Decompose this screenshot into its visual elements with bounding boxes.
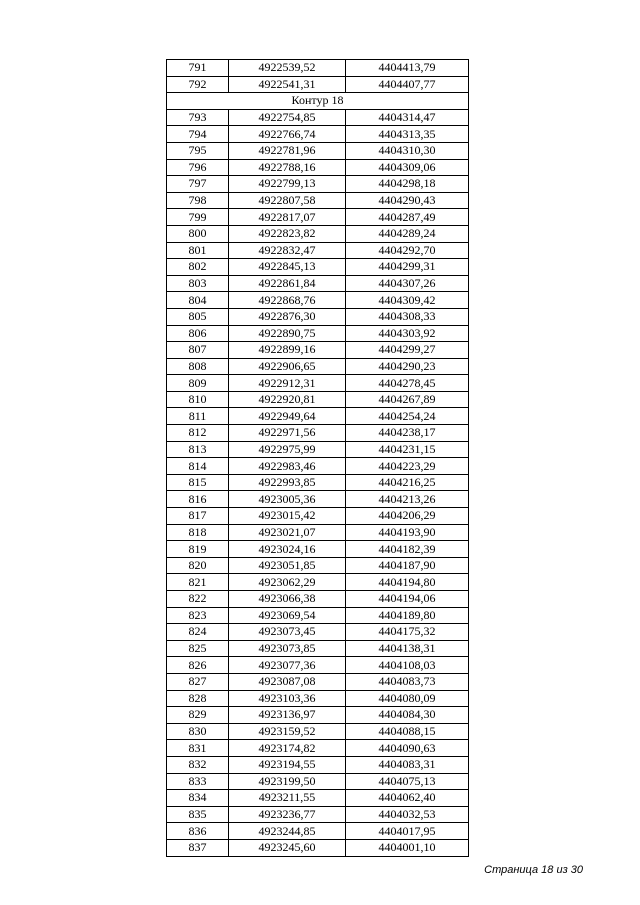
table-row <box>167 723 469 740</box>
table-row <box>167 60 469 77</box>
point-number-cell: 821 <box>167 574 229 591</box>
x-coordinate-cell: 4922799,13 <box>229 176 346 193</box>
table-row <box>167 839 469 856</box>
table-row <box>167 225 469 242</box>
y-coordinate-cell: 4404314,47 <box>346 109 469 126</box>
point-number-cell: 826 <box>167 657 229 674</box>
x-coordinate-cell: 4923244,85 <box>229 823 346 840</box>
table-row <box>167 375 469 392</box>
table-row <box>167 192 469 209</box>
point-number-cell: 799 <box>167 209 229 226</box>
x-coordinate-cell: 4923174,82 <box>229 740 346 757</box>
point-number-cell: 828 <box>167 690 229 707</box>
y-coordinate-cell: 4404213,26 <box>346 491 469 508</box>
point-number-cell: 809 <box>167 375 229 392</box>
point-number-cell: 804 <box>167 292 229 309</box>
x-coordinate-cell: 4923024,16 <box>229 541 346 558</box>
y-coordinate-cell: 4404298,18 <box>346 176 469 193</box>
point-number-cell: 797 <box>167 176 229 193</box>
table-row <box>167 159 469 176</box>
x-coordinate-cell: 4923245,60 <box>229 839 346 856</box>
y-coordinate-cell: 4404080,09 <box>346 690 469 707</box>
point-number-cell: 818 <box>167 524 229 541</box>
table-row <box>167 574 469 591</box>
point-number-cell: 836 <box>167 823 229 840</box>
x-coordinate-cell: 4923066,38 <box>229 591 346 608</box>
table-row <box>167 806 469 823</box>
point-number-cell: 816 <box>167 491 229 508</box>
x-coordinate-cell: 4923021,07 <box>229 524 346 541</box>
x-coordinate-cell: 4922754,85 <box>229 109 346 126</box>
section-row <box>167 93 469 110</box>
table-row <box>167 441 469 458</box>
table-row <box>167 640 469 657</box>
x-coordinate-cell: 4922971,56 <box>229 425 346 442</box>
point-number-cell: 825 <box>167 640 229 657</box>
point-number-cell: 822 <box>167 591 229 608</box>
point-number-cell: 824 <box>167 624 229 641</box>
y-coordinate-cell: 4404309,42 <box>346 292 469 309</box>
table-row <box>167 126 469 143</box>
y-coordinate-cell: 4404193,90 <box>346 524 469 541</box>
y-coordinate-cell: 4404083,73 <box>346 673 469 690</box>
footer-separator: из <box>556 864 568 876</box>
x-coordinate-cell: 4922823,82 <box>229 225 346 242</box>
y-coordinate-cell: 4404083,31 <box>346 756 469 773</box>
y-coordinate-cell: 4404194,06 <box>346 591 469 608</box>
x-coordinate-cell: 4922788,16 <box>229 159 346 176</box>
table-row <box>167 76 469 93</box>
x-coordinate-cell: 4922993,85 <box>229 474 346 491</box>
table-row <box>167 325 469 342</box>
point-number-cell: 808 <box>167 358 229 375</box>
point-number-cell: 795 <box>167 142 229 159</box>
page-footer <box>484 864 583 876</box>
x-coordinate-cell: 4923199,50 <box>229 773 346 790</box>
table-row <box>167 474 469 491</box>
table-row <box>167 259 469 276</box>
table-row <box>167 740 469 757</box>
point-number-cell: 831 <box>167 740 229 757</box>
table-row <box>167 242 469 259</box>
point-number-cell: 820 <box>167 557 229 574</box>
point-number-cell: 792 <box>167 76 229 93</box>
y-coordinate-cell: 4404108,03 <box>346 657 469 674</box>
y-coordinate-cell: 4404238,17 <box>346 425 469 442</box>
table-row <box>167 209 469 226</box>
x-coordinate-cell: 4923015,42 <box>229 508 346 525</box>
y-coordinate-cell: 4404032,53 <box>346 806 469 823</box>
x-coordinate-cell: 4922766,74 <box>229 126 346 143</box>
x-coordinate-cell: 4923136,97 <box>229 707 346 724</box>
point-number-cell: 837 <box>167 839 229 856</box>
table-row <box>167 176 469 193</box>
y-coordinate-cell: 4404231,15 <box>346 441 469 458</box>
x-coordinate-cell: 4922861,84 <box>229 275 346 292</box>
coordinates-table-body <box>167 60 469 857</box>
footer-page-total: 30 <box>570 864 583 876</box>
point-number-cell: 796 <box>167 159 229 176</box>
y-coordinate-cell: 4404206,29 <box>346 508 469 525</box>
table-row <box>167 458 469 475</box>
y-coordinate-cell: 4404216,25 <box>346 474 469 491</box>
y-coordinate-cell: 4404075,13 <box>346 773 469 790</box>
point-number-cell: 815 <box>167 474 229 491</box>
x-coordinate-cell: 4922876,30 <box>229 308 346 325</box>
table-row <box>167 408 469 425</box>
table-row <box>167 275 469 292</box>
y-coordinate-cell: 4404289,24 <box>346 225 469 242</box>
point-number-cell: 791 <box>167 60 229 77</box>
x-coordinate-cell: 4922949,64 <box>229 408 346 425</box>
point-number-cell: 811 <box>167 408 229 425</box>
point-number-cell: 803 <box>167 275 229 292</box>
table-row <box>167 690 469 707</box>
point-number-cell: 830 <box>167 723 229 740</box>
x-coordinate-cell: 4923051,85 <box>229 557 346 574</box>
x-coordinate-cell: 4923062,29 <box>229 574 346 591</box>
x-coordinate-cell: 4922807,58 <box>229 192 346 209</box>
y-coordinate-cell: 4404182,39 <box>346 541 469 558</box>
table-row <box>167 707 469 724</box>
x-coordinate-cell: 4923159,52 <box>229 723 346 740</box>
point-number-cell: 823 <box>167 607 229 624</box>
x-coordinate-cell: 4923194,55 <box>229 756 346 773</box>
y-coordinate-cell: 4404254,24 <box>346 408 469 425</box>
x-coordinate-cell: 4922817,07 <box>229 209 346 226</box>
y-coordinate-cell: 4404308,33 <box>346 308 469 325</box>
table-row <box>167 425 469 442</box>
x-coordinate-cell: 4923005,36 <box>229 491 346 508</box>
x-coordinate-cell: 4923087,08 <box>229 673 346 690</box>
y-coordinate-cell: 4404287,49 <box>346 209 469 226</box>
table-row <box>167 342 469 359</box>
x-coordinate-cell: 4922541,31 <box>229 76 346 93</box>
x-coordinate-cell: 4922539,52 <box>229 60 346 77</box>
point-number-cell: 814 <box>167 458 229 475</box>
y-coordinate-cell: 4404307,26 <box>346 275 469 292</box>
y-coordinate-cell: 4404138,31 <box>346 640 469 657</box>
point-number-cell: 802 <box>167 259 229 276</box>
x-coordinate-cell: 4922975,99 <box>229 441 346 458</box>
x-coordinate-cell: 4923073,85 <box>229 640 346 657</box>
table-row <box>167 308 469 325</box>
table-row <box>167 142 469 159</box>
table-row <box>167 790 469 807</box>
y-coordinate-cell: 4404223,29 <box>346 458 469 475</box>
table-row <box>167 756 469 773</box>
table-row <box>167 491 469 508</box>
y-coordinate-cell: 4404084,30 <box>346 707 469 724</box>
point-number-cell: 812 <box>167 425 229 442</box>
table-row <box>167 823 469 840</box>
x-coordinate-cell: 4923236,77 <box>229 806 346 823</box>
table-row <box>167 541 469 558</box>
y-coordinate-cell: 4404017,95 <box>346 823 469 840</box>
point-number-cell: 829 <box>167 707 229 724</box>
y-coordinate-cell: 4404299,27 <box>346 342 469 359</box>
y-coordinate-cell: 4404290,23 <box>346 358 469 375</box>
x-coordinate-cell: 4922868,76 <box>229 292 346 309</box>
x-coordinate-cell: 4922906,65 <box>229 358 346 375</box>
y-coordinate-cell: 4404187,90 <box>346 557 469 574</box>
y-coordinate-cell: 4404090,63 <box>346 740 469 757</box>
x-coordinate-cell: 4922890,75 <box>229 325 346 342</box>
y-coordinate-cell: 4404413,79 <box>346 60 469 77</box>
y-coordinate-cell: 4404290,43 <box>346 192 469 209</box>
point-number-cell: 798 <box>167 192 229 209</box>
point-number-cell: 832 <box>167 756 229 773</box>
table-row <box>167 673 469 690</box>
point-number-cell: 806 <box>167 325 229 342</box>
y-coordinate-cell: 4404303,92 <box>346 325 469 342</box>
table-row <box>167 557 469 574</box>
table-row <box>167 657 469 674</box>
table-row <box>167 109 469 126</box>
table-row <box>167 624 469 641</box>
x-coordinate-cell: 4923103,36 <box>229 690 346 707</box>
point-number-cell: 827 <box>167 673 229 690</box>
y-coordinate-cell: 4404310,30 <box>346 142 469 159</box>
y-coordinate-cell: 4404267,89 <box>346 391 469 408</box>
table-row <box>167 391 469 408</box>
table-row <box>167 524 469 541</box>
footer-page-number: 18 <box>541 864 554 876</box>
point-number-cell: 833 <box>167 773 229 790</box>
point-number-cell: 817 <box>167 508 229 525</box>
x-coordinate-cell: 4923073,45 <box>229 624 346 641</box>
y-coordinate-cell: 4404062,40 <box>346 790 469 807</box>
x-coordinate-cell: 4922781,96 <box>229 142 346 159</box>
table-row <box>167 508 469 525</box>
section-title: Контур 18 <box>167 93 469 110</box>
y-coordinate-cell: 4404189,80 <box>346 607 469 624</box>
y-coordinate-cell: 4404175,32 <box>346 624 469 641</box>
table-row <box>167 292 469 309</box>
y-coordinate-cell: 4404278,45 <box>346 375 469 392</box>
y-coordinate-cell: 4404309,06 <box>346 159 469 176</box>
x-coordinate-cell: 4923211,55 <box>229 790 346 807</box>
point-number-cell: 805 <box>167 308 229 325</box>
x-coordinate-cell: 4922832,47 <box>229 242 346 259</box>
y-coordinate-cell: 4404407,77 <box>346 76 469 93</box>
table-row <box>167 773 469 790</box>
y-coordinate-cell: 4404299,31 <box>346 259 469 276</box>
x-coordinate-cell: 4922845,13 <box>229 259 346 276</box>
y-coordinate-cell: 4404292,70 <box>346 242 469 259</box>
point-number-cell: 794 <box>167 126 229 143</box>
x-coordinate-cell: 4922912,31 <box>229 375 346 392</box>
point-number-cell: 810 <box>167 391 229 408</box>
point-number-cell: 800 <box>167 225 229 242</box>
x-coordinate-cell: 4923069,54 <box>229 607 346 624</box>
x-coordinate-cell: 4922983,46 <box>229 458 346 475</box>
footer-label: Страница <box>484 864 539 876</box>
table-row <box>167 607 469 624</box>
point-number-cell: 801 <box>167 242 229 259</box>
y-coordinate-cell: 4404088,15 <box>346 723 469 740</box>
y-coordinate-cell: 4404194,80 <box>346 574 469 591</box>
point-number-cell: 834 <box>167 790 229 807</box>
point-number-cell: 835 <box>167 806 229 823</box>
point-number-cell: 813 <box>167 441 229 458</box>
x-coordinate-cell: 4922899,16 <box>229 342 346 359</box>
table-row <box>167 358 469 375</box>
point-number-cell: 793 <box>167 109 229 126</box>
table-row <box>167 591 469 608</box>
y-coordinate-cell: 4404001,10 <box>346 839 469 856</box>
coordinates-table <box>166 59 469 857</box>
x-coordinate-cell: 4923077,36 <box>229 657 346 674</box>
y-coordinate-cell: 4404313,35 <box>346 126 469 143</box>
point-number-cell: 807 <box>167 342 229 359</box>
point-number-cell: 819 <box>167 541 229 558</box>
x-coordinate-cell: 4922920,81 <box>229 391 346 408</box>
